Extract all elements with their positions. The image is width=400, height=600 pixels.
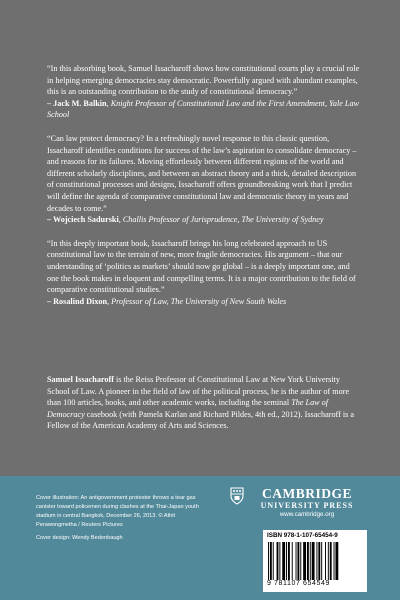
cambridge-crest-icon [230,487,244,505]
cover-credits [36,494,206,547]
blurb-author: – Jack M. Balkin [47,98,107,108]
blurb-author: – Wojciech Sadurski [47,215,119,225]
publisher-url: www.cambridge.org [279,511,335,518]
blurb-author-title: , Challis Professor of Jurisprudence, The University of Sydney [118,215,324,225]
design-credit: Cover design: Wendy Bedenbaugh [36,535,123,541]
blurb-attribution [47,98,360,121]
author-bio-text-2: casebook (with Pamela Karlan and Richard Pildes, 4th ed., 2012). Issacharoff is a Fellow of the American Academy of Arts and Sciences. [47,409,355,431]
publisher-name: CAMBRIDGE [261,486,352,501]
author-bio [47,374,360,432]
author-bio-text-1: is the Reiss Professor of Constitutional Law at New York University School of Law. A pioneer in the field of law of the political process, he is the author of more than 100 articles, books, and other academic works, including the seminal [47,375,350,408]
blurb-quote: “In this deeply important book, Issacharoff brings his long celebrated approach to US constitutional law to the terrain of new, more fragile democracies. His argument – that our understanding of ‘politics as markets’ should now go global – is a deeply important one, and one the book makes in eloquent and compelling terms. It is a major contribution to the field of comparative constitutional studies.” [47,238,356,295]
blurb-author-title: , Knight Professor of Constitutional Law and the First Amendment, Yale Law School [47,98,360,120]
blurb-attribution [47,214,360,226]
blurb-quote: “Can law protect democracy? In a refreshingly novel response to this classic question, Issacharoff identifies conditions for success of the law’s aspiration to consolidate democracy – and reasons for its failures. Moving effortlessly between different regions of the world and different scholarly disciplines, and between an abstract theory and a thick, detailed description of constitutional processes and designs, Issacharoff offers groundbreaking work that I predict will define the agenda of comparative constitutional law and democratic theory in years and decades to come.” [47,133,357,213]
barcode-number: 9 781107 654549 [267,580,330,587]
blurb-dixon [47,238,360,308]
blurb-sadurski [47,133,360,226]
blurb-balkin [47,63,360,121]
blurb-author-title: , Professor of Law, The University of New South Wales [107,296,287,306]
blurb-quote: “In this absorbing book, Samuel Issacharoff shows how constitutional courts play a crucial role in helping emerging democracies stay democratic. Powerfully argued with abundant examples, this is an outstanding contribution to the study of constitutional democracy.” [47,64,360,97]
author-name: Samuel Issacharoff [47,375,114,384]
barcode-box [263,530,367,592]
endorsements [47,63,360,319]
blurb-author: – Rosalind Dixon [47,296,108,306]
isbn-label: ISBN 978-1-107-65454-9 [267,532,338,539]
publisher-logo [246,487,368,519]
casebook-title: The Law of Democracy [47,398,329,419]
publisher-subtitle: UNIVERSITY PRESS [260,501,354,510]
barcode-icon [268,542,362,580]
blurb-attribution [47,296,360,308]
illustration-credit: Cover illustration: An antigovernment protester throws a tear gas canister toward policemen during clashes at the Thai-Japan youth stadium in central Bangkok, December 26, 2013. © Athit Perawongmetha / Reuters Pictures [36,495,199,528]
